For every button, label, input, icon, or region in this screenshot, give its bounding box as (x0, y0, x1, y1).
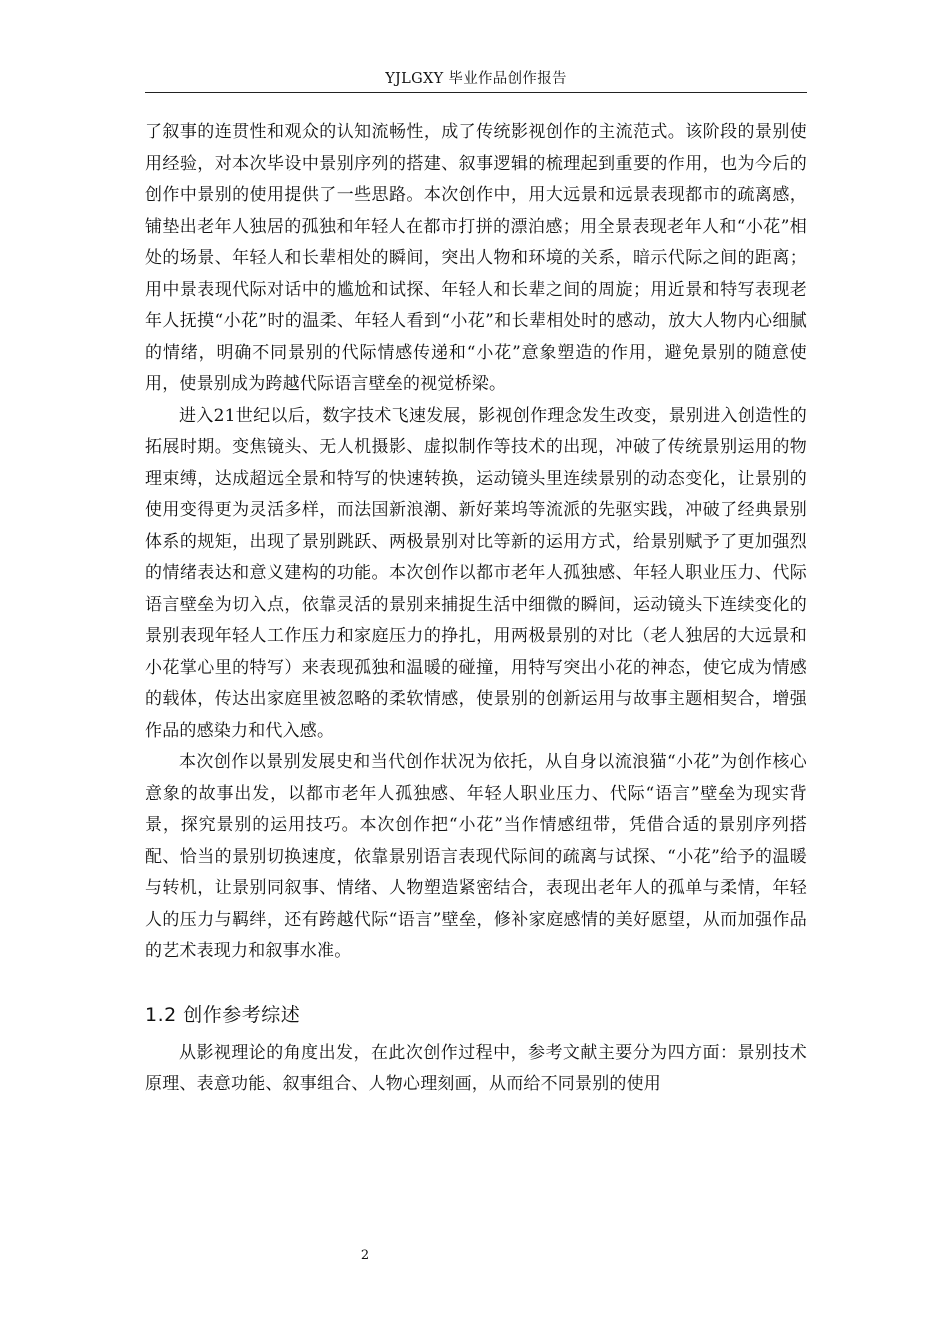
section-paragraph: 从影视理论的角度出发，在此次创作过程中，参考文献主要分为四方面：景别技术原理、表意功能、叙事组合、人物心理刻画，从而给不同景别的使用 (145, 1042, 807, 1094)
header-divider (145, 92, 807, 93)
page-body (145, 117, 807, 1101)
section-heading: 1.2 创作参考综述 (145, 1003, 301, 1026)
body-paragraph: 进入21世纪以后，数字技术飞速发展，影视创作理念发生改变，景别进入创造性的拓展时期。变焦镜头、无人机摄影、虚拟制作等技术的出现，冲破了传统景别运用的物理束缚，达成超远全景和特写的快速转换，运动镜头里连续景别的动态变化，让景别的使用变得更为灵活多样，而法国新浪潮、新好莱坞等流派的先驱实践，冲破了经典景别体系的规矩，出现了景别跳跃、两极景别对比等新的运用方式，给景别赋予了更加强烈的情绪表达和意义建构的功能。本次创作以都市老年人孤独感、年轻人职业压力、代际语言壁垒为切入点，依靠灵活的景别来捕捉生活中细微的瞬间，运动镜头下连续变化的景别表现年轻人工作压力和家庭压力的挣扎，用两极景别的对比（老人独居的大远景和小花掌心里的特写）来表现孤独和温暖的碰撞，用特写突出小花的神态，使它成为情感的载体，传达出家庭里被忽略的柔软情感，使景别的创新运用与故事主题相契合，增强作品的感染力和代入感。 (145, 405, 807, 741)
body-paragraph: 本次创作以景别发展史和当代创作状况为依托，从自身以流浪猫“小花”为创作核心意象的故事出发，以都市老年人孤独感、年轻人职业压力、代际“语言”壁垒为现实背景，探究景别的运用技巧。本次创作把“小花”当作情感纽带，凭借合适的景别序列搭配、恰当的景别切换速度，依靠景别语言表现代际间的疏离与试探、“小花”给予的温暖与转机，让景别同叙事、情绪、人物塑造紧密结合，表现出老年人的孤单与柔情，年轻人的压力与羁绊，还有跨越代际“语言”壁垒，修补家庭感情的美好愿望，从而加强作品的艺术表现力和叙事水准。 (145, 752, 807, 961)
body-paragraph-continued: 了叙事的连贯性和观众的认知流畅性，成了传统影视创作的主流范式。该阶段的景别使用经验，对本次毕设中景别序列的搭建、叙事逻辑的梳理起到重要的作用，也为今后的创作中景别的使用提供了一些思路。本次创作中，用大远景和远景表现都市的疏离感，铺垫出老年人独居的孤独和年轻人在都市打拼的漂泊感；用全景表现老年人和“小花”相处的场景、年轻人和长辈相处的瞬间，突出人物和环境的关系，暗示代际之间的距离；用中景表现代际对话中的尴尬和试探、年轻人和长辈之间的周旋；用近景和特写表现老年人抚摸“小花”时的温柔、年轻人看到“小花”和长辈相处时的感动，放大人物内心细腻的情绪，明确不同景别的代际情感传递和“小花”意象塑造的作用，避免景别的随意使用，使景别成为跨越代际语言壁垒的视觉桥梁。 (145, 122, 807, 394)
running-header: YJLGXY 毕业作品创作报告 (385, 71, 567, 87)
page-number: 2 (360, 1248, 370, 1263)
